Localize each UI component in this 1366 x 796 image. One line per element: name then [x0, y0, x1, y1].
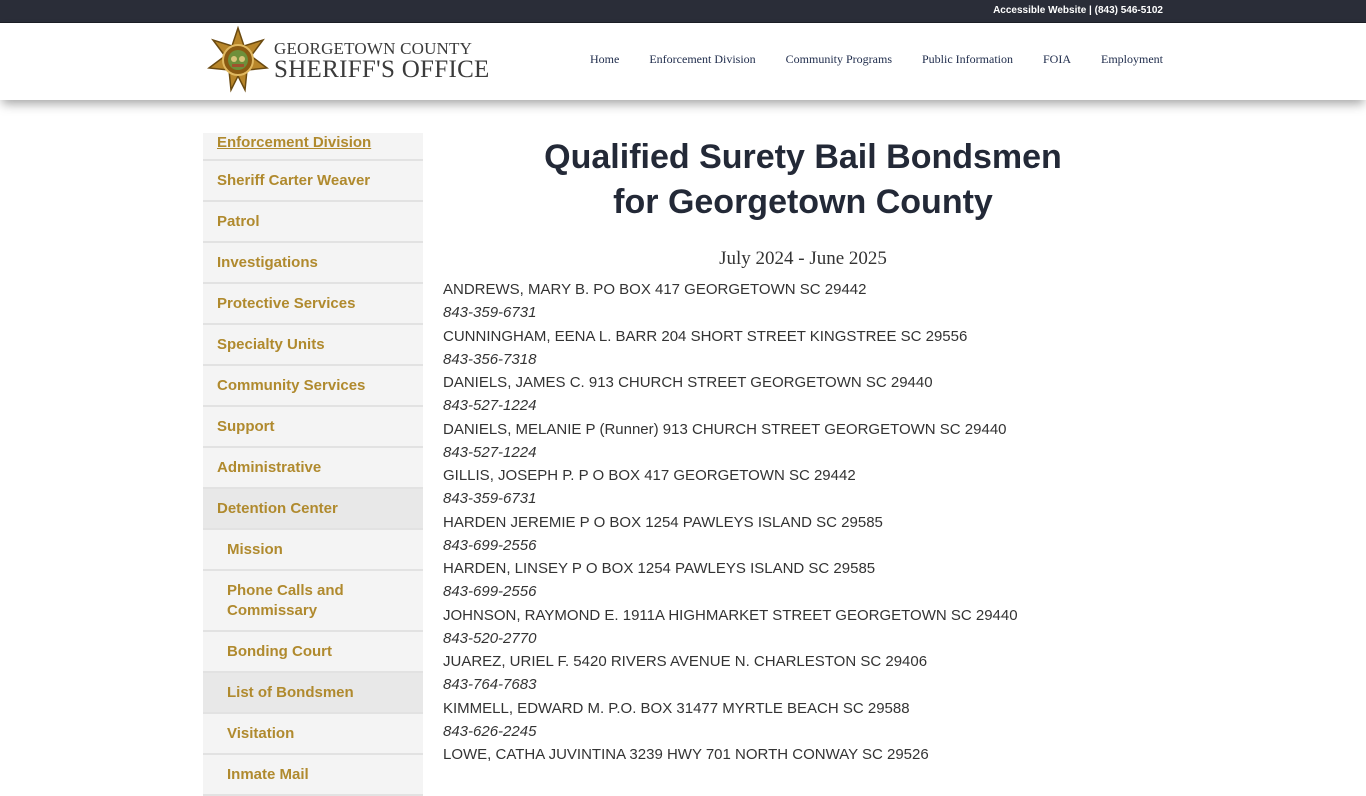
sidebar-subitem-phone-calls-commissary[interactable]: Phone Calls and Commissary: [203, 571, 423, 632]
bondsmen-list: [443, 278, 1163, 766]
page-title-line1: Qualified Surety Bail Bondsmen: [544, 138, 1062, 176]
bondsman-phone: 843-626-2245: [443, 722, 537, 740]
period-subtitle: July 2024 - June 2025: [719, 248, 887, 269]
list-item: [443, 464, 1163, 511]
site-header: [0, 23, 1366, 100]
sidebar-item-detention-center[interactable]: Detention Center: [203, 489, 423, 530]
sidebar-subitem-list-of-bondsmen[interactable]: List of Bondsmen: [203, 673, 423, 714]
logo-county-name: GEORGETOWN COUNTY: [274, 39, 473, 58]
nav-home[interactable]: Home: [590, 52, 620, 66]
list-item: [443, 743, 1163, 766]
logo-office-name: SHERIFF'S OFFICE: [274, 56, 490, 83]
list-item: [443, 650, 1163, 697]
bondsman-address: KIMMELL, EDWARD M. P.O. BOX 31477 MYRTLE BEACH SC 29588: [443, 699, 910, 717]
accessible-website-link[interactable]: Accessible Website | (843) 546-5102: [993, 5, 1163, 16]
sidebar-subitem-visitation[interactable]: Visitation: [203, 714, 423, 755]
list-item: [443, 697, 1163, 744]
sidebar-subitem-bonding-court[interactable]: Bonding Court: [203, 632, 423, 673]
bondsman-phone: 843-764-7683: [443, 676, 537, 693]
bondsman-phone: 843-520-2770: [443, 629, 537, 647]
bondsman-address: LOWE, CATHA JUVINTINA 3239 HWY 701 NORTH CONWAY SC 29526: [443, 746, 929, 763]
bondsman-phone: 843-359-6731: [443, 304, 537, 321]
bondsman-address: DANIELS, MELANIE P (Runner) 913 CHURCH STREET GEORGETOWN SC 29440: [443, 420, 1007, 438]
site-logo[interactable]: [205, 26, 490, 94]
bondsman-address: GILLIS, JOSEPH P. P O BOX 417 GEORGETOWN SC 29442: [443, 467, 856, 484]
list-item: [443, 418, 1163, 465]
sidebar-nav: [203, 133, 423, 796]
page-title: [443, 135, 1163, 225]
top-utility-bar: [0, 0, 1366, 23]
list-item: [443, 557, 1163, 604]
bondsman-phone: 843-527-1224: [443, 397, 537, 414]
sidebar-item-administrative[interactable]: Administrative: [203, 448, 423, 489]
main-content: [443, 133, 1163, 766]
bondsman-phone: 843-359-6731: [443, 490, 537, 507]
bondsman-address: ANDREWS, MARY B. PO BOX 417 GEORGETOWN SC 29442: [443, 281, 867, 298]
bondsman-address: JUAREZ, URIEL F. 5420 RIVERS AVENUE N. CHARLESTON SC 29406: [443, 653, 928, 670]
page-title-line2: for Georgetown County: [613, 183, 993, 221]
sidebar-item-patrol[interactable]: Patrol: [203, 202, 423, 243]
nav-enforcement-division[interactable]: Enforcement Division: [649, 52, 756, 66]
sidebar-subitem-mission[interactable]: Mission: [203, 530, 423, 571]
list-item: [443, 278, 1163, 325]
sheriff-badge-icon: [205, 26, 271, 94]
nav-community-programs[interactable]: Community Programs: [785, 52, 892, 66]
bondsman-phone: 843-699-2556: [443, 536, 537, 554]
bondsman-address: HARDEN JEREMIE P O BOX 1254 PAWLEYS ISLAND SC 29585: [443, 513, 883, 531]
bondsman-address: DANIELS, JAMES C. 913 CHURCH STREET GEORGETOWN SC 29440: [443, 374, 933, 391]
bondsman-address: HARDEN, LINSEY P O BOX 1254 PAWLEYS ISLAND SC 29585: [443, 560, 876, 577]
bondsman-address: JOHNSON, RAYMOND E. 1911A HIGHMARKET STREET GEORGETOWN SC 29440: [443, 606, 1018, 624]
nav-public-information[interactable]: Public Information: [922, 52, 1013, 66]
list-item: [443, 604, 1163, 651]
bondsman-phone: 843-356-7318: [443, 350, 537, 368]
bondsman-phone: 843-527-1224: [443, 443, 537, 461]
list-item: [443, 511, 1163, 558]
main-nav: [560, 52, 1163, 67]
sidebar-heading-enforcement-division[interactable]: Enforcement Division: [203, 133, 423, 161]
sidebar-item-sheriff[interactable]: Sheriff Carter Weaver: [203, 161, 423, 202]
sidebar-subitem-inmate-mail[interactable]: Inmate Mail: [203, 755, 423, 796]
nav-employment[interactable]: Employment: [1101, 52, 1163, 66]
list-item: [443, 371, 1163, 418]
sidebar-item-community-services[interactable]: Community Services: [203, 366, 423, 407]
list-item: [443, 325, 1163, 372]
nav-foia[interactable]: FOIA: [1042, 52, 1071, 66]
sidebar-item-specialty-units[interactable]: Specialty Units: [203, 325, 423, 366]
sidebar-item-support[interactable]: Support: [203, 407, 423, 448]
bondsman-address: CUNNINGHAM, EENA L. BARR 204 SHORT STREET KINGSTREE SC 29556: [443, 327, 968, 345]
sidebar-item-investigations[interactable]: Investigations: [203, 243, 423, 284]
bondsman-phone: 843-699-2556: [443, 583, 537, 600]
sidebar-item-protective-services[interactable]: Protective Services: [203, 284, 423, 325]
